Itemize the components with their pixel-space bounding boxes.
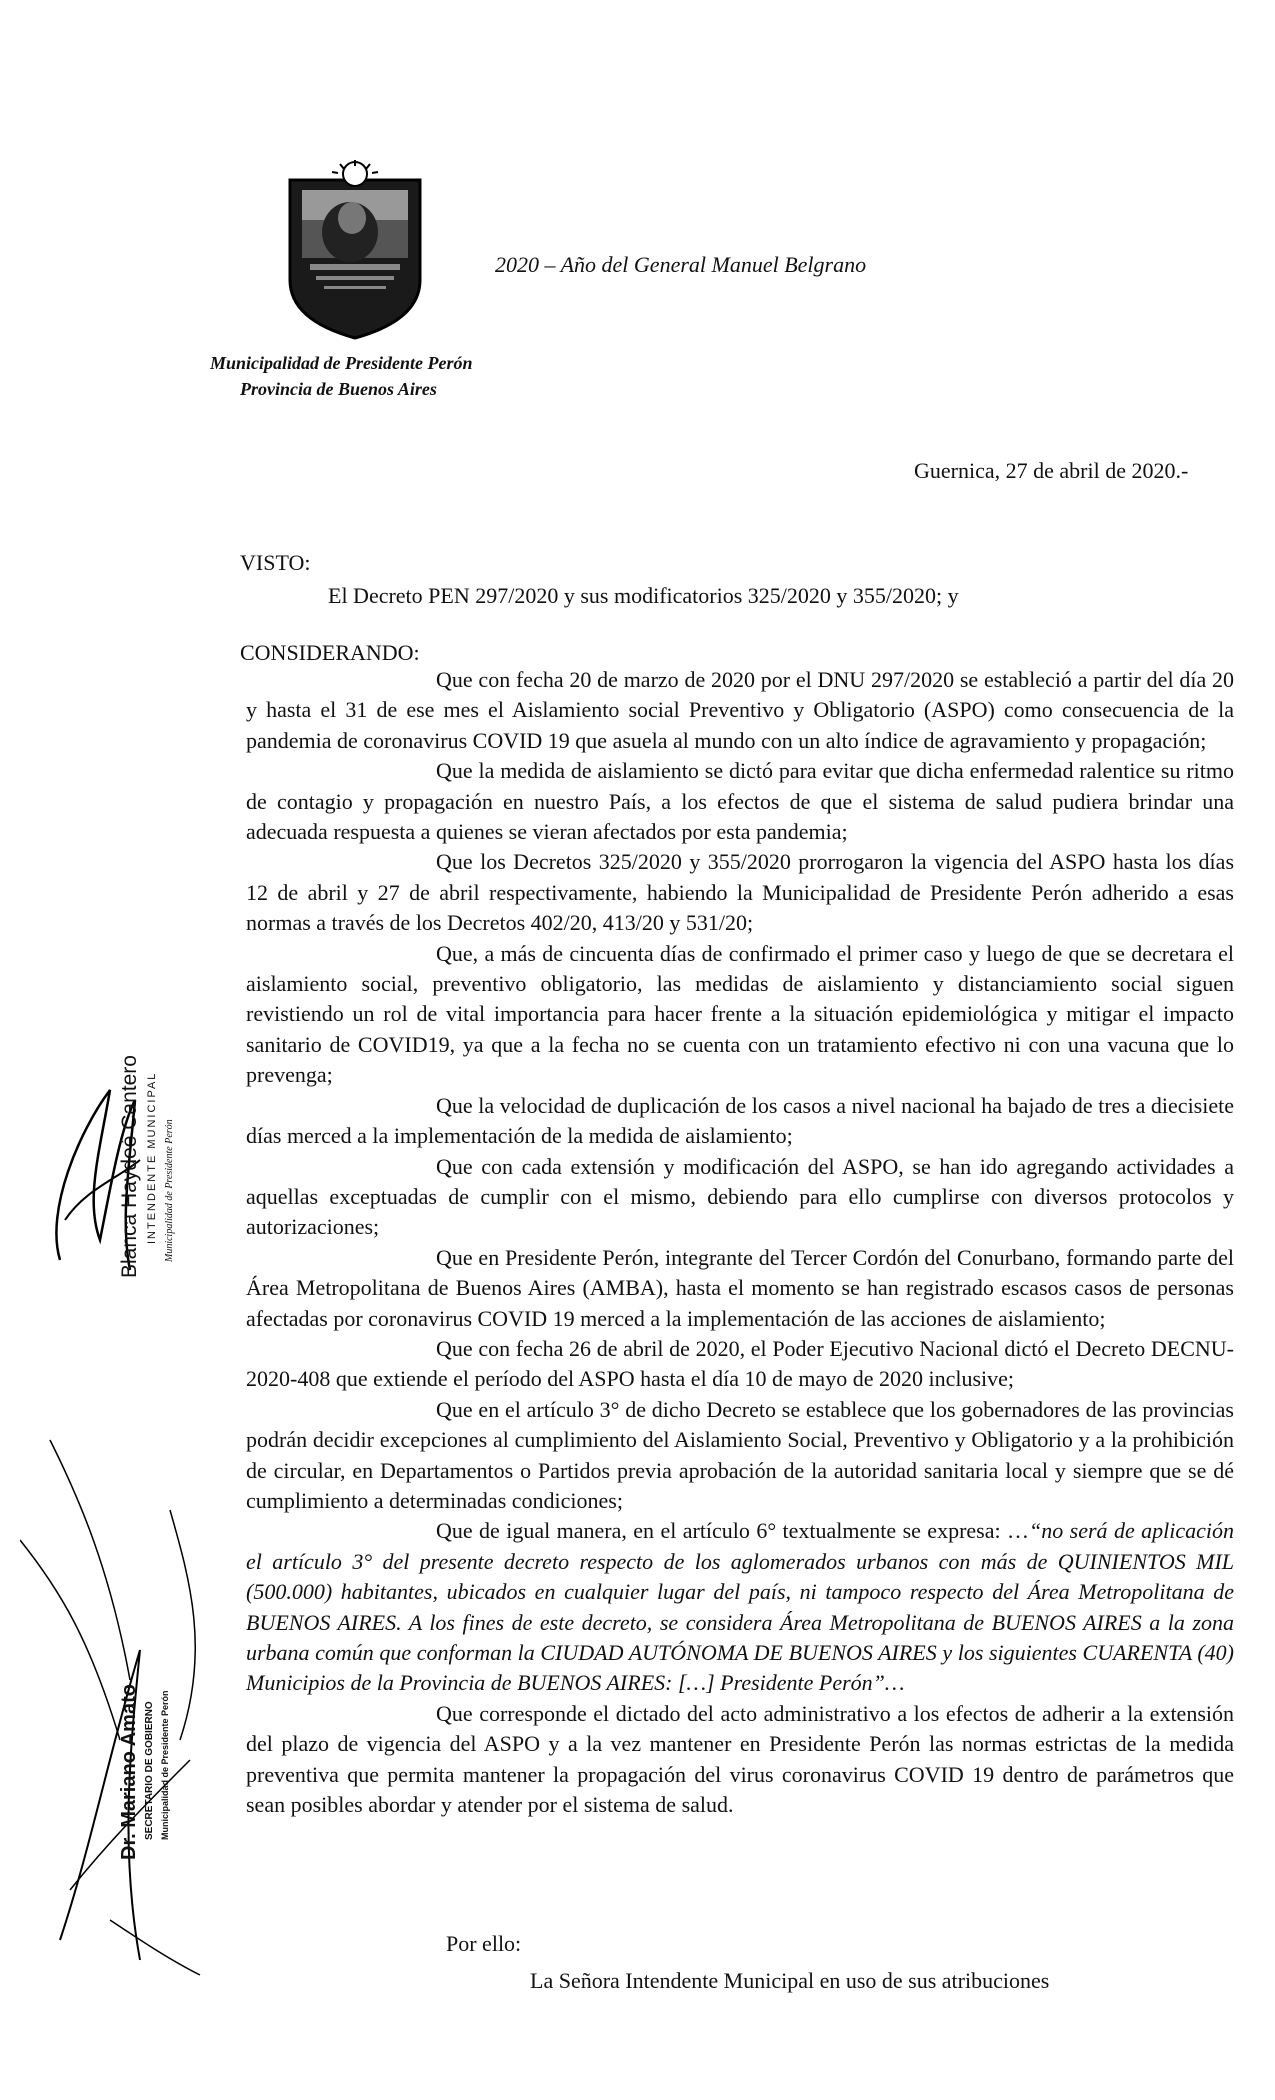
quote-intro: Que de igual manera, en el artículo 6° textualmente se expresa: … xyxy=(436,1518,1030,1544)
stamp-title: INTENDENTE MUNICIPAL xyxy=(146,1071,158,1244)
stamp-org: Municipalidad de Presidente Perón xyxy=(164,1119,175,1262)
considerando-body xyxy=(246,665,1234,1820)
por-ello: Por ello: xyxy=(446,1931,522,1956)
stamp-org: Municipalidad de Presidente Perón xyxy=(160,1690,170,1840)
intendente-line: La Señora Intendente Municipal en uso de sus atribuciones xyxy=(530,1968,1050,1993)
paragraph: Que en el artículo 3° de dicho Decreto se establece que los gobernadores de las provincias podrán decidir excepciones al cumplimiento del Aislamiento Social, Preventivo y Obligatorio y a la prohibición de circular, en Departamentos o Partidos previa aprobación de la autoridad sanitaria local y siempre que se dé cumplimiento a determinadas condiciones; xyxy=(246,1396,1234,1513)
paragraph: Que con cada extensión y modificación del ASPO, se han ido agregando actividades a aquellas exceptuadas de cumplir con el mismo, debiendo para ello cumplirse con diversos protocolos y autorizaciones; xyxy=(246,1153,1234,1240)
paragraph: Que la velocidad de duplicación de los casos a nivel nacional ha bajado de tres a diecisiete días merced a la implementación de la medida de aislamiento; xyxy=(246,1092,1234,1149)
paragraph: Que corresponde el dictado del acto administrativo a los efectos de adherir a la extensión del plazo de vigencia del ASPO y a la vez mantener en Presidente Perón las normas estrictas de la medida preventiva que permita mantener la propagación del virus coronavirus COVID 19 dentro de parámetros que sean posibles abordar y atender por el sistema de salud. xyxy=(246,1700,1234,1818)
signature-stamp-intendente xyxy=(40,1040,200,1290)
province-name: Provincia de Buenos Aires xyxy=(240,379,437,399)
stamp-name: Blanca Haydeé Cantero xyxy=(118,1055,141,1278)
paragraph: Que con fecha 20 de marzo de 2020 por el DNU 297/2020 se estableció a partir del día 20 y hasta el 31 de ese mes el Aislamiento social Preventivo y Obligatorio (ASPO) como consecuencia de la pandemia de coronavirus COVID 19 que asuela al mundo con un alto índice de agravamiento y propagación; xyxy=(246,667,1234,753)
paragraph: Que los Decretos 325/2020 y 355/2020 prorrogaron la vigencia del ASPO hasta los días 12 de abril y 27 de abril respectivamente, habiendo la Municipalidad de Presidente Perón adherido a esas normas a través de los Decretos 402/20, 413/20 y 531/20; xyxy=(246,849,1234,936)
year-motto: 2020 – Año del General Manuel Belgrano xyxy=(495,252,867,277)
paragraph: Que en Presidente Perón, integrante del Tercer Cordón del Conurbano, formando parte del Área Metropolitana de Buenos Aires (AMBA), hasta el momento se han registrado escasos casos de personas afectadas por coronavirus COVID 19 merced a la implementación de las acciones de aislamiento; xyxy=(246,1244,1234,1331)
stamp-name: Dr. Mariano Amato xyxy=(118,1684,140,1860)
signature-stamp-secretario xyxy=(20,1420,220,1980)
letterhead xyxy=(210,350,473,402)
visto-heading: VISTO: xyxy=(240,550,311,575)
municipality-name: Municipalidad de Presidente Perón xyxy=(210,353,473,373)
date-line: Guernica, 27 de abril de 2020.- xyxy=(914,458,1189,483)
municipal-coat-of-arms xyxy=(280,160,430,340)
paragraph: Que la medida de aislamiento se dictó para evitar que dicha enfermedad ralentice su ritmo de contagio y propagación en nuestro País, a los efectos de que el sistema de salud pudiera brindar una adecuada respuesta a quienes se vieran afectados por esta pandemia; xyxy=(246,758,1234,845)
paragraph: Que, a más de cincuenta días de confirmado el primer caso y luego de que se decretara el aislamiento social, preventivo obligatorio, las medidas de aislamiento y distanciamiento social siguen revistiendo un rol de vital importancia para hacer frente a la situación epidemiológica y mitigar el impacto sanitario de COVID19, ya que a la fecha no se cuenta con un tratamiento efectivo ni con una vacuna que lo prevenga; xyxy=(246,940,1234,1088)
paragraph-quote xyxy=(246,1516,1234,1698)
considerando-heading: CONSIDERANDO: xyxy=(240,640,420,665)
visto-text: El Decreto PEN 297/2020 y sus modificatorios 325/2020 y 355/2020; y xyxy=(328,583,959,608)
stamp-title: SECRETARIO DE GOBIERNO xyxy=(144,1701,155,1840)
quoted-decree-text: “no será de aplicación el artículo 3° del presente decreto respecto de los aglomerados urbanos con más de QUINIENTOS MIL (500.000) habitantes, ubicados en cualquier lugar del país, ni tampoco respecto del Área Metropolitana de BUENOS AIRES. A los fines de este decreto, se considera Área Metropolitana de BUENOS AIRES a la zona urbana común que conforman la CIUDAD AUTÓNOMA DE BUENOS AIRES y los siguientes CUARENTA (40) Municipios de la Provincia de BUENOS AIRES: […] Presidente Perón”… xyxy=(246,1518,1234,1696)
paragraph: Que con fecha 26 de abril de 2020, el Poder Ejecutivo Nacional dictó el Decreto DECNU-2020-408 que extiende el período del ASPO hasta el día 10 de mayo de 2020 inclusive; xyxy=(246,1335,1234,1392)
